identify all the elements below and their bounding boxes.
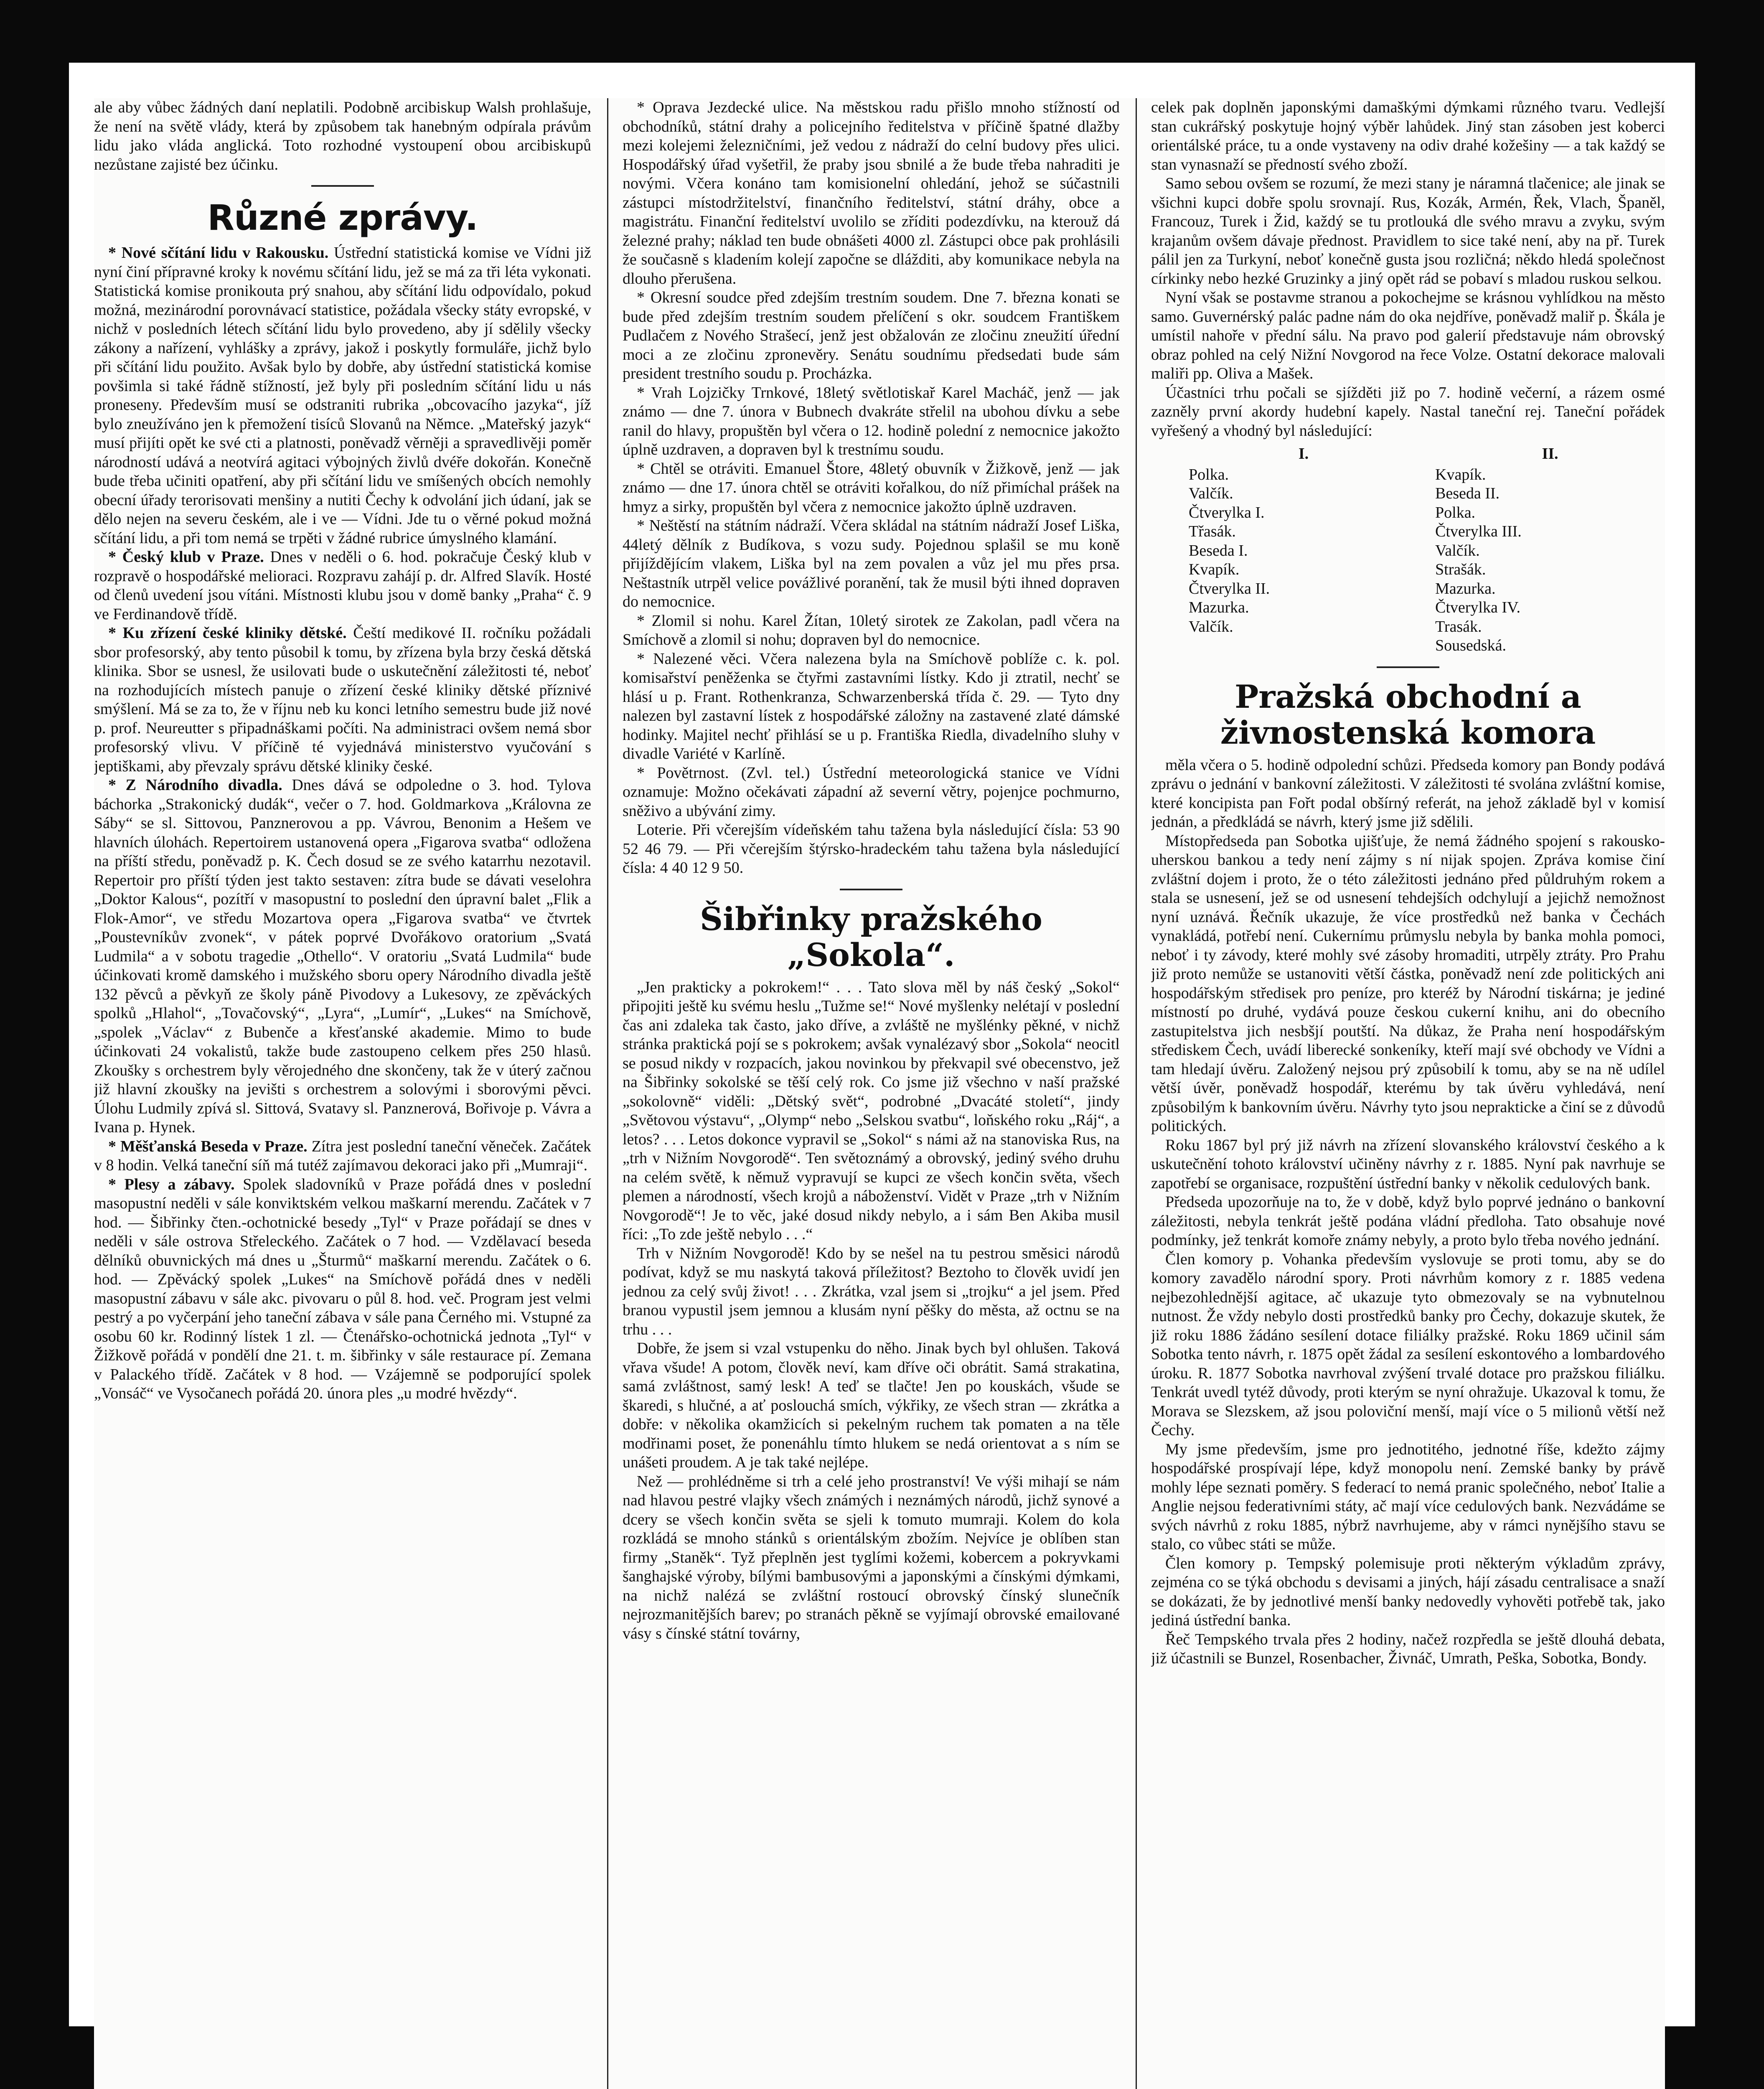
article-paragraph: Člen komory p. Tempský polemisuje proti některým výkladům zprávy, zejména co se týká obchodu s devisami a jiných, hájí zásadu centralisace a snaží se dokázati, že by jednotlivé menší banky nedovedly vyhověti potřebě tak, jako jediná ústřední banka. — [1151, 1554, 1665, 1629]
news-item — [94, 776, 591, 1137]
article-paragraph: Předseda upozorňuje na to, že v době, když bylo poprvé jednáno o bankovní záležitosti, nebyla tenkrát ještě podána vládní předloha. Tato obsahuje nové podmínky, jež tenkrát komoře známy nebyly, a proto bylo třeba nového jednání. — [1151, 1193, 1665, 1249]
article-paragraph: Než — prohlédněme si trh a celé jeho prostranství! Ve výši mihají se nám nad hlavou pestré vlajky všech známých i neznámých národů, jichž synové a dcery se všech končin světa se sjeli k tomuto mumraji. Kolem do kola rozkládá se mnoho stánků s orientálským zbožím. Nejvíce je oblíben stan firmy „Staněk“. Tyž přeplněn jest tyglími kožemi, kobercem a pokryvkami šanghajské výroby, bílými bambusovými a japonskými a čínskými dýmkami, na nichž nalézá se zvláštní rostoucí obrovský čínský slunečník nejrozmanitějších barev; po stranách pěkně se vyjímají obrovské emailované vásy s čínské státní továrny, — [623, 1472, 1120, 1642]
item-body: Ústřední statistická komise ve Vídni již nyní činí přípravné kroky k novému sčítání lidu, jež se má za tři léta vykonati. Statistická komise pronikouta prý snahou, aby sčítání lidu odpovídalo, pokud možná, mezinárodní porovnávací statistice, požádala všecky státy evropské, v nichž v posledních létech sčítání lidu bylo provedeno, aby jí sdělily všecky zákony a nařízení, vyhlášky a zprávy, jakož i poskytly formuláře, jichž bylo při sčítání lidu použito. Avšak bylo by dobře, aby ústřední statistická komise povšimla si také řádně stížností, jež byly při posledním sčítání lidu u nás proneseny. Především musí se odstraniti rubrika „obcovacího jazyka“, jíž bylo zneužíváno jen k přemožení tisíců Slovanů na Němce. „Mateřský jazyk“ musí přijíti opět ke své cti a platnosti, poněvadž věrněji a spravedlivěji poměr národností udává a neotvírá agitaci výbojných živlů dvéře dokořán. Konečně bude třeba učiniti opatření, aby při sčítání lidu ve smíšených obcích nemohly obecní úřady terorisovati menšiny a nutiti Čechy k odvolání jich údaní, jak se dělo nejen na severu českém, ale i ve — Vídni. Jde tu o věrné pokud možná sčítání lidu, a při tom nemá se trpěti v žádné rubrice úmyslného klamání. — [94, 244, 591, 547]
dance-item: Čtverylka III. — [1435, 523, 1522, 540]
dance-item: Kvapík. — [1189, 561, 1240, 578]
dance-item: Čtverylka IV. — [1435, 599, 1521, 616]
news-item — [94, 548, 591, 624]
scan-border-left — [0, 0, 69, 2089]
item-body: Zítra jest poslední taneční věneček. Začátek v 8 hodin. Velká taneční síň má tutéž zajímavou dekoraci jako při „Mumraji“. — [94, 1137, 591, 1174]
separator — [840, 889, 902, 890]
article-title: Pražská obchodní a živnostenská komora — [1220, 678, 1596, 751]
article-paragraph: celek pak doplněn japonskými damaškými dýmkami různého tvaru. Vedlejší stan cukrářský poskytuje hojný výběr lahůdek. Jiný stan zásoben jest koberci orientálské práce, tu a onde vystaveny na odiv drahé kožešiny — a tak každý se stan vynasnaží se předností svého zboží. — [1151, 99, 1665, 173]
news-item: * Neštěstí na státním nádraží. Včera skládal na státním nádraží Josef Liška, 44letý dělník z Budíkova, s vozu sudy. Pojednou splašil se mu koně přijíždějícím vlakem, Liška byl na zem povalen a vůz jel mu přes prsa. Neštastník utrpěl velice povážlivé poranění, tak že musil býti ihned dopraven do nemocnice. — [623, 517, 1120, 610]
dance-column-2 — [1435, 445, 1665, 656]
news-item: * Vrah Lojzičky Trnkové, 18letý světlotiskař Karel Macháč, jenž — jak známo — dne 7. února v Bubnech dvakráte střelil na ubohou dívku a sebe ranil do hlavy, propuštěn byl včera o 12. hodině polední z nemocnice jakožto úplně uzdraven, a dopraven byl k trestnímu soudu. — [623, 384, 1120, 458]
news-item: * Nalezené věci. Včera nalezena byla na Smíchově poblíže c. k. pol. komisařství peněženka se čtyřmi zastavními lístky. Kdo ji ztratil, nechť se hlásí u p. Frant. Rothenkranza, Schwarzenberská třída č. 29. — Tyto dny nalezen byl zastavní lístek z hospodářské záložny na zastavené zlaté dámské hodinky. Majitel nechť přihlásí se u p. Františka Riedla, divadelního sluhy v divadle Variété v Karlíně. — [623, 650, 1120, 762]
item-title: * Měšťanská Beseda v Praze. — [108, 1137, 308, 1155]
article-title: Šibřinky pražského „Sokola“. — [700, 900, 1042, 973]
dance-item: Sousedská. — [1435, 637, 1506, 654]
item-body: Dnes dává se odpoledne o 3. hod. Tylova báchorka „Strakonický dudák“, večer o 7. hod. Goldmarkova „Královna ze Sáby“ se sl. Sittovou, Panznerovou a pp. Vávrou, Benonim a Hešem ve hlavních úlohách. Repertoirem ustanovená opera „Figarova svatba“ odložena na příští středu, poněvadž p. K. Čech dosud se ze svého katarrhu nezotavil. Repertoir pro příští týden jest takto sestaven: zítra bude se dávati veselohra „Doktor Kalous“, pozítří v masopustní to poslední den úpravní balet „Flik a Flok-Amor“, ve středu Mozartova opera „Figarova svatba“ ve čtvrtek „Poustevníkův zvonek“, v pátek poprvé Dvořákovo oratorium „Svatá Ludmila“ a v sobotu tragedie „Othello“. V oratoriu „Svatá Ludmila“ bude účinkovati kromě damského i mužského sboru opery Národního divadla ještě 132 pěvců a pěvkyň ze školy páně Pivodovy a Lukesovy, ze zpěváckých spolků „Hlahol“, „Tovačovský“, „Lyra“, „Lumír“, „Lukes“ na Smíchově, „spolek „Václav“ z Bubenče a křesťanské akademie. Mimo to bude účinkovati 24 vokalistů, takže bude zastoupeno celkem přes 250 hlasů. Zkoušky s orchestrem byly věrojedného dne skončeny, tak že v úterý začnou již hlavní zkoušky na jevišti s orchestrem a solovými i sborovými pěvci. Úlohu Ludmily zpívá sl. Sittová, Svatavy sl. Panznerová, Bořivoje p. Vávra a Ivana p. Hynek. — [94, 776, 591, 1136]
news-item: * Chtěl se otráviti. Emanuel Štore, 48letý obuvník v Žižkově, jenž — jak známo — dne 17. února chtěl se otráviti kořalkou, do níž přimíchal prášek na hmyz a sirky, propuštěn byl včera z nemocnice jakožto úplně uzdraven. — [623, 460, 1120, 516]
dance-item: Trasák. — [1435, 618, 1482, 635]
column-divider — [607, 98, 608, 2089]
item-title: * Nové sčítání lidu v Rakousku. — [108, 244, 329, 262]
dance-item: Kvapík. — [1435, 465, 1486, 483]
column-divider — [1136, 98, 1137, 2089]
intro-paragraph: ale aby vůbec žádných daní neplatili. Podobně arcibiskup Walsh prohlašuje, že není na světě vlády, která by způsobem tak hanebným odpírala právům lidu jako vláda anglická. Toto rozhodné vystoupení obou arcibiskupů nezůstane zajisté bez účinku. — [94, 99, 591, 173]
article-paragraph: Účastníci trhu počali se sjížděti již po 7. hodině večerní, a rázem osmé zazněly první akordy hudební kapely. Nastal taneční rej. Taneční pořádek vyřešený a vhodný byl následující: — [1151, 384, 1665, 440]
dance-item: Valčík. — [1189, 618, 1233, 635]
article-paragraph: My jsme především, jsme pro jednotitého, jednotné říše, kdežto zájmy hospodářské prospívají lépe, když monopolu není. Zemské banky by právě mohly lépe seznati poměry. S federací to nemá pranic společného, neboť Italie a Anglie nejsou federativními státy, ač mají více cedulových bank. Nezvádáme se svých návrhů z roku 1885, nýbrž navrhujeme, aby v rámci nynějšího stavu se stalo, co vůbec státi se může. — [1151, 1440, 1665, 1553]
news-item — [94, 244, 591, 548]
column-1 — [94, 98, 591, 2089]
article-paragraph: Člen komory p. Vohanka především vyslovuje se proti tomu, aby se do komory zavadělo národní spory. Proti návrhům komory z r. 1885 vedena nejbezohlednější agitace, ač ukazuje tyto obmezovaly se na vybnutelnou nutnost. Že vždy nebylo dosti prostředků banky pro Čechy, dokazuje skutek, že již roku 1886 žádáno sesílení dotace filiálky pražské. Roku 1869 učinil sám Sobotka tento návrh, r. 1875 opět žádal za sesílení eskontového a lombardového úroku. R. 1877 Sobotka navrhoval zvýšení trvalé dotace pro pražskou filiálku. Tenkrát uvedl tytéž důvody, proti kterým se nyní ohražuje. Ukazoval k tomu, že Morava se Slezskem, až jsou poloviční menší, mají více o 5 milionů větší než Čechy. — [1151, 1250, 1665, 1439]
article-paragraph: Dobře, že jsem si vzal vstupenku do něho. Jinak bych byl ohlušen. Taková vřava všude! A potom, člověk neví, kam dříve oči obrátit. Samá strakatina, samá zvláštnost, samý lesk! A teď se tlačte! Jen po kouskách, všude se škaredi, s hlučné, a ať poslouchá smích, výkřiky, ze všech stran — zkrátka a dobře: v několika okamžicích si pekelným ruchem tak pomaten a na těle modřinami poset, že ponenáhlu tímto hlukem se nedá orientovat a s ním se unášeti proudem. A je tak také nejlépe. — [623, 1339, 1120, 1471]
article-paragraph: Místopředseda pan Sobotka ujišťuje, že nemá žádného spojení s rakousko-uherskou bankou a tedy není zájmy s ní nijak spojen. Zpráva komise činí zvláštní dojem i proto, že o této záležitosti jednáno před půldruhým rokem a stala se usnesení, jež se od usnesení tehdejších odchylují a jejichž nemožnost nyní uznává. Řečník ukazuje, že více prostředků než banka v Čechách vynakládá, potřebí není. Cukernímu průmyslu nebyla by banka mohla pomoci, neboť i ty závody, které mohly své zásoby hromaditi, utrpěly ztráty. Pro Prahu již proto nemůže se ustanoviti větší částka, poněvadž není zde politických ani hospodářským středisek pro peníze, pro kteréž by Národní tiskárna; je jediné místností po druhé, vydává pouze českou cukerní knihu, ani do obecního zastupitelstva jich nesbšjí poutští. Na důkaz, že Praha není hospodářským střediskem Čech, uvádí liberecké sonkeníky, kteří mají své obchody ve Vídni a tam hledají úvěru. Založený nejsou prý způsobilí k tomu, aby se na ně udílel větší úvěr, poněvadž hospodář, kterému by tak úvěru vyhledává, není způsobilým k bankovním úvěru. Návrhy tyto jsou neprakticke a činí se z důvodů politických. — [1151, 832, 1665, 1135]
item-body: Spolek sladovníků v Praze pořádá dnes v poslední masopustní neděli v sále konviktském velkou maškarní merendu. Začátek v 7 hod. — Šibřinky čten.-ochotnické besedy „Tyl“ v Praze pořádají se dnes v neděli v sále ostrova Střeleckého. Začátek o 7 hod. — Vzdělavací beseda dělníků obuvnických má dnes u „Šturmů“ maškarní merendu. Začátek o 6. hod. — Zpěvácký spolek „Lukes“ na Smíchově pořádá dnes v neděli masopustní zábavu v sále akc. pivovaru o půl 8. hod. več. Program jest velmi pestrý a po vyčerpání jeho taneční zábava v sále pana Černého mi. Vstupné za osobu 60 kr. Rodinný lístek 1 zl. — Čtenářsko-ochotnická jednota „Tyl“ v Žižkově pořádá v pondělí dne 21. t. m. šibřinky v sále restaurace pí. Zemana v Palackého třídě. Začátek v 8 hod. — Vzájemně se podporující spolek „Vonsáč“ ve Vysočanech pořádá 20. února ples „u modré hvězdy“. — [94, 1175, 591, 1402]
column-2 — [623, 98, 1120, 2089]
column-3 — [1151, 98, 1665, 2089]
article-paragraph: Nyní však se postavme stranou a pokochejme se krásnou vyhlídkou na město samo. Guvernérský palác padne nám do oka nejdříve, poněvadž maliř p. Škála je umístil nahoře v přední sálu. Na pravo pod galerií představuje nám obrovský obraz pohled na celý Nižní Novgorod na řece Volze. Ostatní dekorace malovali maliři pp. Oliva a Mašek. — [1151, 289, 1665, 382]
news-item — [94, 1137, 591, 1175]
news-item — [94, 624, 591, 776]
news-item: * Oprava Jezdecké ulice. Na městskou radu přišlo mnoho stížností od obchodníků, státní drahy a policejního ředitelstva v příčině špatné dlažby mezi kolejemi železničními, jež vedou z nádraží do celní budovy přes ulici. Hospodářský úřad vyšetřil, že praby jsou sbnilé a že bude třeba nahraditi je novými. Včera konáno tam komisionelní ohledání, jehož se súčastnili zástupci místodržitelství, finančního ředitelství, státní dráhy, obce a magistrátu. Finanční ředitelství uvolilo se zříditi podezdívku, na kterouž dá železné prahy; náklad ten bude obnášeti 4000 zl. Zástupci obce pak prohlásili že současně s kladením kolejí započne se dlážditi, aby komunikace nebyla na dlouho přerušena. — [623, 99, 1120, 287]
article-paragraph: „Jen prakticky a pokrokem!“ . . . Tato slova měl by náš český „Sokol“ připojiti ještě ku svému heslu „Tužme se!“ Nové myšlenky nelétají v poslední čas ani zdaleka tak často, jako dříve, a zvláště ne myšlénky pěkné, v nichž stránka praktická pojí se s pokrokem; avšak vynalézavý sbor „Sokola“ neocitl se posud nikdy v rozpacích, jakou novinkou by překvapil své obecenstvo, jež na Šibřinky sokolské se těší celý rok. Co jsme již všechno v naší pražské „sokolovně“ viděli: „Dětský svět“, podrobné „Dvacáté století“, jindy „Světovou výstavu“, „Olymp“ nebo „Selskou svatbu“, loňského roku „Ráj“, a letos? . . . Letos dokonce vypravil se „Sokol“ s námi až na stanoviska Rus, na „trh v Nižním Novgorodě“. Ten světoznámý a obrovský, jediný svého druhu na celém světě, k němuž vypravují se kupci ze všech končin světa, všech plemen a národností, všech krojů a náboženství. Vidět v Praze „trh v Nižním Novgorodě“! Je to věc, jaké dosud nikdy nebylo, a i sám Ben Akiba musil říci: „To zde ještě nebylo . . .“ — [623, 978, 1120, 1243]
dance-item: Strašák. — [1435, 561, 1486, 578]
dance-item: Beseda I. — [1189, 541, 1248, 559]
dance-column-heading: II. — [1542, 445, 1558, 463]
news-item: * Povětrnost. (Zvl. tel.) Ústřední meteorologická stanice ve Vídni oznamuje: Možno očekávati západní až severní větry, pojenjce pochmurno, sněživo a ubývání zimy. — [623, 764, 1120, 820]
newspaper-page — [94, 98, 1665, 2089]
item-body: Čeští medikové II. ročníku požádali sbor profesorský, aby tento působil k tomu, by zřízena byla brzy česká dětská klinika. Sbor se usnesl, že usilovati bude o uskutečnění záležitosti té, neboť na rozhodujících místech panuje o zřízení české kliniky dětské příznivé smýšlení. Má se za to, že v říjnu neb ku konci letního semestru bude již nové p. prof. Neureutter s připadnáškami počíti. Na administraci ovšem nemá sbor profesorský vlivu. V příčině té vyjednává ministerstvo vyučování s jeptiškami, aby převzaly správu dětské kliniky české. — [94, 624, 591, 775]
dance-item: Mazurka. — [1189, 599, 1249, 616]
dance-item: Valčík. — [1189, 485, 1233, 502]
scan-border-top — [0, 0, 1764, 63]
news-item: * Okresní soudce před zdejším trestním soudem. Dne 7. března konati se bude před zdejším trestním soudem přelíčení s okr. soudcem Františkem Pudlačem z Nového Strašecí, jenž jest obžalován ze zločinu zneužití úřední moci a ze zločinu zpronevěry. Senátu soudnímu předsedati bude sám president trestního soudu p. Procházka. — [623, 289, 1120, 382]
dance-item: Čtverylka II. — [1189, 579, 1270, 597]
dance-item: Čtverylka I. — [1189, 503, 1265, 521]
item-title: * Český klub v Praze. — [108, 548, 264, 566]
dance-item: Polka. — [1189, 465, 1229, 483]
section-title: Různé zprávy. — [207, 197, 478, 238]
scan-border-right — [1695, 0, 1764, 2089]
dance-item: Polka. — [1435, 503, 1476, 521]
article-paragraph: Řeč Tempského trvala přes 2 hodiny, načež rozpředla se ještě dlouhá debata, již účastnili se Bunzel, Rosenbacher, Živnáč, Umrath, Peška, Sobotka, Bondy. — [1151, 1630, 1665, 1667]
dance-item: Třasák. — [1189, 523, 1236, 540]
separator — [311, 185, 374, 187]
dance-column-heading: I. — [1298, 445, 1309, 463]
news-item — [94, 1175, 591, 1403]
news-item: Loterie. Při včerejším vídeňském tahu tažena byla následující čísla: 53 90 52 46 79. — Při včerejším štýrsko-hradeckém tahu tažena byla následující čísla: 4 40 12 9 50. — [623, 821, 1120, 877]
dance-column-1 — [1189, 445, 1418, 656]
dance-item: Mazurka. — [1435, 579, 1496, 597]
item-title: * Ku zřízení české kliniky dětské. — [108, 624, 347, 642]
dance-order-list — [1151, 445, 1665, 656]
dance-item: Valčík. — [1435, 541, 1480, 559]
item-title: * Z Národního divadla. — [108, 776, 282, 794]
article-paragraph: Trh v Nižním Novgorodě! Kdo by se nešel na tu pestrou směsici národů podívat, když se mu naskytá taková příležitost? Beztoho to člověk uvidí jen jednou za celý svůj život! . . . Zkrátka, vzal jsem si „trojku“ a jel jsem. Před branou vypustil jsem jemnou a klusám nyní pěšky do města, až octnu se na trhu . . . — [623, 1244, 1120, 1338]
article-paragraph: Roku 1867 byl prý již návrh na zřízení slovanského království českého a k uskutečnění tohoto království učiněny návrhy z r. 1885. Nyní pak navrhuje se zapotřebí se organisace, rozpuštění ústřední banky v několik cedulových bank. — [1151, 1136, 1665, 1192]
article-paragraph: Samo sebou ovšem se rozumí, že mezi stany je náramná tlačenice; ale jinak se všichni kupci dobře spolu srovnají. Rus, Kozák, Armén, Řek, Vlach, Španěl, Francouz, Turek i Žid, každý se tu protlouká dle svého mravu a zvyku, svým krajanům ovšem dávaje přednost. Pravidlem to sice také není, aby na př. Turek pálil jen za Turkyní, neboť konečně gusta jsou rozličná; někdo hledá společnost církinky nebo hezké Gruzinky a jiný opět rád se pobaví s mladou ruskou selkou. — [1151, 175, 1665, 287]
item-title: * Plesy a zábavy. — [108, 1175, 235, 1193]
separator — [1377, 666, 1439, 668]
article-paragraph: měla včera o 5. hodině odpolední schůzi. Předseda komory pan Bondy podává zprávu o jednání v bankovní záležitosti. V záležitosti té svolána zvláštní komise, které koncipista pan Fořt podal obšírný referát, na jehož základě byl v komisí jednán, a předkládá se návrh, který jsme již sdělili. — [1151, 756, 1665, 831]
news-item: * Zlomil si nohu. Karel Žítan, 10letý sirotek ze Zakolan, padl včera na Smíchově a zlomil si nohu; dopraven byl do nemocnice. — [623, 612, 1120, 648]
item-body: Dnes v neděli o 6. hod. pokračuje Český klub v rozpravě o hospodářské melioraci. Rozpravu zahájí p. dr. Alfred Slavík. Hosté od členů uvedení jsou vítáni. Místnosti klubu jsou v domě banky „Praha“ č. 9 ve Ferdinandově třídě. — [94, 548, 591, 623]
dance-item: Beseda II. — [1435, 485, 1500, 502]
